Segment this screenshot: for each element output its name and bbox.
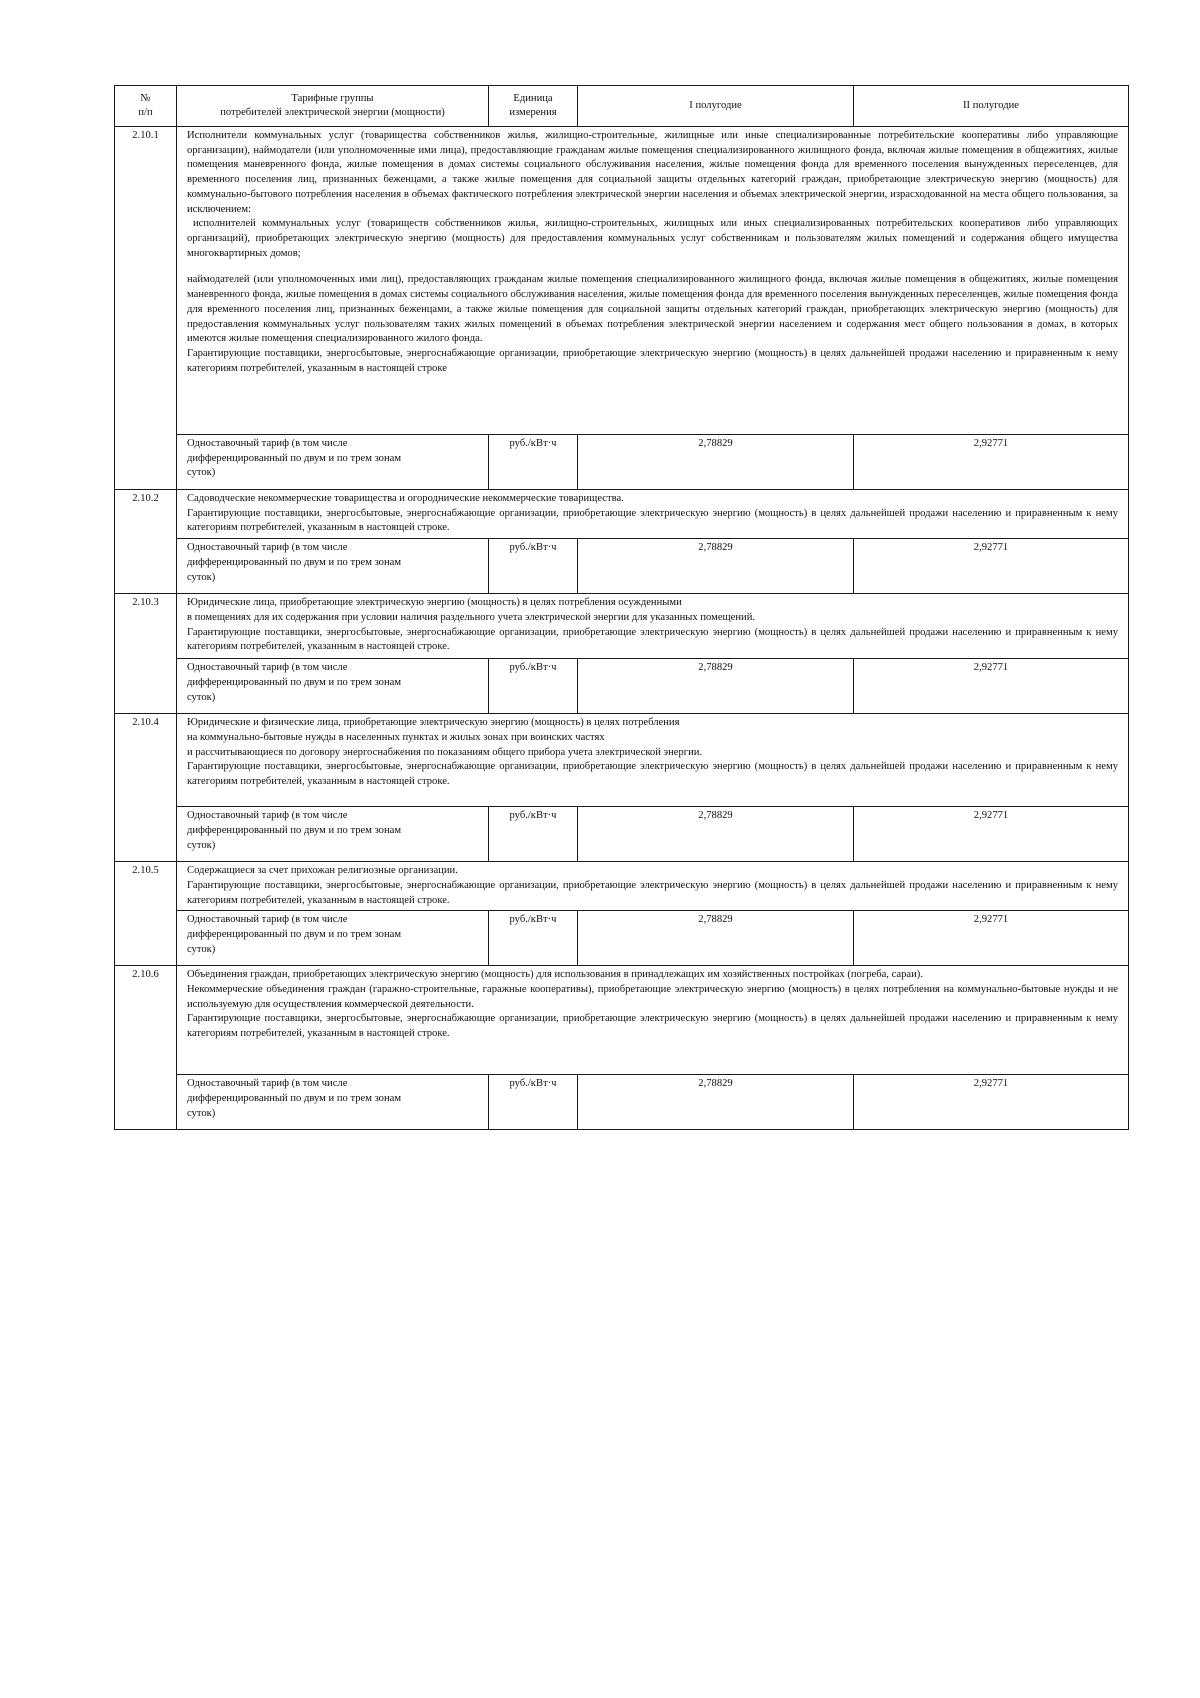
- section-paragraph: Гарантирующие поставщики, энергосбытовые, энергоснабжающие организации, приобретающие электрическую энергию (мощность) в целях дальнейшей продажи населению и приравненным к нему категориям потребителей, указанным в настоящей строке.: [187, 507, 1118, 534]
- tariff-row: [115, 435, 1129, 490]
- section-number: 2.10.5: [115, 862, 177, 966]
- tariff-value-half2: 2,92771: [854, 807, 1129, 862]
- section-row-2-10-2: [115, 490, 1129, 539]
- tariff-row: [115, 911, 1129, 966]
- tariff-value-half1: 2,78829: [578, 659, 854, 714]
- tariff-value-half2: 2,92771: [854, 911, 1129, 966]
- header-group-line2: потребителей электрической энергии (мощности): [220, 107, 445, 118]
- tariff-name-line: дифференцированный по двум и по трем зонам: [187, 452, 402, 464]
- section-paragraph: Садоводческие некоммерческие товарищества и огороднические некоммерческие товарищества.: [187, 493, 624, 504]
- tariff-name: [177, 659, 489, 714]
- header-half2: II полугодие: [854, 86, 1129, 127]
- tariff-value-half2: 2,92771: [854, 435, 1129, 490]
- section-paragraph: Гарантирующие поставщики, энергосбытовые, энергоснабжающие организации, приобретающие электрическую энергию (мощность) в целях дальнейшей продажи населению и приравненным к нему категориям потребителей, указанным в настоящей строке.: [187, 761, 1118, 788]
- tariff-name-line: Одноставочный тариф (в том числе: [187, 1078, 348, 1090]
- section-row-2-10-1: [115, 127, 1129, 435]
- section-number: 2.10.4: [115, 714, 177, 862]
- header-row: [115, 86, 1129, 127]
- tariff-unit: руб./кВт·ч: [489, 807, 578, 862]
- section-paragraph: Гарантирующие поставщики, энергосбытовые, энергоснабжающие организации, приобретающие электрическую энергию (мощность) в целях дальнейшей продажи населению и приравненным к нему категориям потребителей, указанным в настоящей строке.: [187, 626, 1118, 653]
- header-unit: [489, 86, 578, 127]
- header-unit-line2: измерения: [509, 107, 557, 118]
- section-row-2-10-3: [115, 594, 1129, 659]
- tariff-value-half1: 2,78829: [578, 807, 854, 862]
- tariff-unit: руб./кВт·ч: [489, 1075, 578, 1130]
- tariff-name-line: Одноставочный тариф (в том числе: [187, 662, 348, 674]
- section-description: [177, 594, 1129, 659]
- section-description: [177, 966, 1129, 1075]
- tariff-name: [177, 807, 489, 862]
- section-paragraph: в помещениях для их содержания при условии наличия раздельного учета электрической энергии для указанных помещений.: [187, 611, 756, 623]
- section-paragraph: и рассчитывающиеся по договору энергоснабжения по показаниям общего прибора учета электрической энергии.: [187, 746, 703, 758]
- tariff-name-line: дифференцированный по двум и по трем зонам: [187, 556, 402, 568]
- section-description: [177, 714, 1129, 807]
- section-paragraph: исполнителей коммунальных услуг (товариществ собственников жилья, жилищно-строительных, жилищных или иных специализированных потребительских кооперативов либо управляющих организаций), приобретающих электрическую энергию (мощность) для предоставления коммунальных услуг собственникам и пользователям жилых помещений и содержания общего имущества многоквартирных домов;: [187, 218, 1118, 259]
- tariff-unit: руб./кВт·ч: [489, 911, 578, 966]
- tariff-name-line: дифференцированный по двум и по трем зонам: [187, 824, 402, 836]
- header-num-line1: №: [140, 93, 151, 105]
- tariff-name-line: Одноставочный тариф (в том числе: [187, 438, 348, 449]
- tariff-table: [114, 85, 1129, 1130]
- section-description: [177, 127, 1129, 435]
- tariff-name-line: суток): [187, 839, 216, 851]
- section-paragraph: Объединения граждан, приобретающих электрическую энергию (мощность) для использования в принадлежащих им хозяйственных постройках (погреба, сараи).: [187, 969, 923, 981]
- header-unit-line1: Единица: [513, 93, 553, 105]
- tariff-name: [177, 539, 489, 594]
- tariff-value-half1: 2,78829: [578, 539, 854, 594]
- section-number: 2.10.3: [115, 594, 177, 714]
- section-paragraph: Гарантирующие поставщики, энергосбытовые, энергоснабжающие организации, приобретающие электрическую энергию (мощность) в целях дальнейшей продажи населению и приравненным к нему категориям потребителей, указанным в настоящей строке: [187, 348, 1118, 374]
- tariff-name-line: Одноставочный тариф (в том числе: [187, 914, 348, 926]
- section-paragraph: Исполнители коммунальных услуг (товарищества собственников жилья, жилищно-строительные, жилищные или иные специализированные потребительские кооперативы либо управляющие организации), наймодатели (или уполномоченные ими лица), предоставляющие гражданам жилые помещения специализированного жилищного фонда, включая жилые помещения в общежитиях, жилые помещения маневренного фонда, жилые помещения в домах системы социального обслуживания населения, жилые помещения фонда для временного поселения вынужденных переселенцев, для временного поселения лиц, признанных беженцами, а также жилые помещения для социальной защиты отдельных категорий граждан, приобретающие электрическую энергию (мощность) для коммунально-бытового потребления населения в объемах фактического потребления электрической энергии населения и объемах электрической энергии, израсходованной на места общего пользования, за исключением:: [187, 130, 1118, 215]
- tariff-name-line: суток): [187, 571, 216, 583]
- tariff-unit: руб./кВт·ч: [489, 539, 578, 594]
- header-group-line1: Тарифные группы: [291, 93, 374, 105]
- section-paragraph: Содержащиеся за счет прихожан религиозные организации.: [187, 865, 458, 877]
- section-row-2-10-6: [115, 966, 1129, 1075]
- tariff-name: [177, 435, 489, 490]
- section-paragraph: Юридические и физические лица, приобретающие электрическую энергию (мощность) в целях потребления: [187, 717, 680, 729]
- tariff-unit: руб./кВт·ч: [489, 435, 578, 490]
- section-description: [177, 490, 1129, 539]
- section-paragraph: Юридические лица, приобретающие электрическую энергию (мощность) в целях потребления осужденными: [187, 597, 682, 609]
- tariff-value-half2: 2,92771: [854, 539, 1129, 594]
- header-num-line2: п/п: [138, 107, 153, 118]
- tariff-name-line: дифференцированный по двум и по трем зонам: [187, 929, 402, 941]
- tariff-name-line: суток): [187, 943, 216, 955]
- tariff-name-line: Одноставочный тариф (в том числе: [187, 542, 348, 554]
- tariff-name-line: дифференцированный по двум и по трем зонам: [187, 1093, 402, 1105]
- header-group: [177, 86, 489, 127]
- tariff-value-half2: 2,92771: [854, 659, 1129, 714]
- tariff-row: [115, 659, 1129, 714]
- tariff-row: [115, 539, 1129, 594]
- tariff-value-half1: 2,78829: [578, 435, 854, 490]
- section-row-2-10-5: [115, 862, 1129, 911]
- header-half1: I полугодие: [578, 86, 854, 127]
- section-number: 2.10.1: [115, 127, 177, 490]
- tariff-value-half1: 2,78829: [578, 1075, 854, 1130]
- tariff-name-line: Одноставочный тариф (в том числе: [187, 810, 348, 822]
- tariff-row: [115, 807, 1129, 862]
- tariff-name: [177, 1075, 489, 1130]
- section-description: [177, 862, 1129, 911]
- section-number: 2.10.2: [115, 490, 177, 594]
- tariff-name-line: суток): [187, 1107, 216, 1119]
- section-paragraph: Некоммерческие объединения граждан (гаражно-строительные, гаражные кооперативы), приобретающие электрическую энергию (мощность) в целях потребления на коммунально-бытовые нужды и не используемую для осуществления коммерческой деятельности.: [187, 984, 1118, 1010]
- section-row-2-10-4: [115, 714, 1129, 807]
- tariff-name-line: суток): [187, 467, 216, 479]
- section-number: 2.10.6: [115, 966, 177, 1130]
- header-num: [115, 86, 177, 127]
- tariff-name-line: суток): [187, 691, 216, 703]
- section-paragraph: Гарантирующие поставщики, энергосбытовые, энергоснабжающие организации, приобретающие электрическую энергию (мощность) в целях дальнейшей продажи населению и приравненным к нему категориям потребителей, указанным в настоящей строке.: [187, 879, 1118, 906]
- tariff-row: [115, 1075, 1129, 1130]
- tariff-name-line: дифференцированный по двум и по трем зонам: [187, 676, 402, 688]
- tariff-value-half1: 2,78829: [578, 911, 854, 966]
- tariff-value-half2: 2,92771: [854, 1075, 1129, 1130]
- section-paragraph: на коммунально-бытовые нужды в населенных пунктах и жилых зонах при воинских частях: [187, 731, 605, 743]
- section-paragraph: Гарантирующие поставщики, энергосбытовые, энергоснабжающие организации, приобретающие электрическую энергию (мощность) в целях дальнейшей продажи населению и приравненным к нему категориям потребителей, указанным в настоящей строке.: [187, 1013, 1118, 1040]
- section-paragraph: наймодателей (или уполномоченных ими лиц), предоставляющих гражданам жилые помещения специализированного жилищного фонда, включая жилые помещения в общежитиях, жилые помещения маневренного фонда, жилые помещения в домах системы социального обслуживания населения, жилые помещения фонда для временного поселения вынужденных переселенцев, жилые помещения фонда для временного поселения лиц, признанных беженцами, а также жилые помещения для социальной защиты отдельных категорий граждан, приобретающих электрическую энергию (мощность) для предоставления коммунальных услуг пользователям таких жилых помещений в объемах потребления электрической энергии населением и содержания мест общего пользования в домах, в которых имеются жилые помещения специализированного жилого фонда.: [187, 274, 1118, 345]
- tariff-name: [177, 911, 489, 966]
- tariff-unit: руб./кВт·ч: [489, 659, 578, 714]
- tariff-document: [114, 85, 1128, 1130]
